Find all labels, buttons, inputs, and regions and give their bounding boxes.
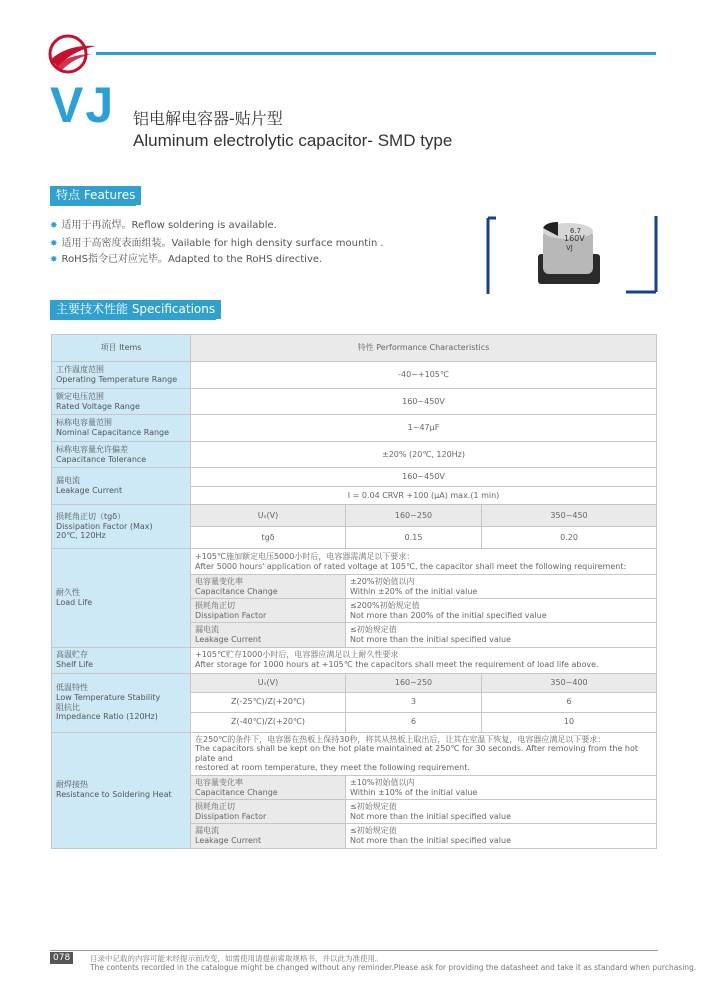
table-row	[52, 362, 657, 389]
value-cell: Uₛ(V)	[191, 673, 346, 692]
value-cell: 10	[482, 712, 657, 732]
value-cell: 160~450V	[191, 389, 657, 415]
item-cell: 电容量变化率 Capacitance Change	[191, 775, 346, 799]
marking-text: 160V	[564, 234, 585, 243]
product-title-cn: 铝电解电容器-贴片型	[133, 109, 283, 128]
product-photo	[486, 216, 658, 294]
footer-note-cn: 目录中记载的内容可能未经提示而改变，如需使用请提前索取规格书，并以此为准使用。	[90, 954, 383, 963]
footer-rule	[50, 950, 658, 951]
header-cell: 特性 Performance Characteristics	[191, 335, 657, 362]
table-row	[52, 673, 657, 692]
value-cell: 6	[482, 692, 657, 712]
value-cell: 在250℃的条件下，电容器在热板上保持30秒，将其从热板上取出后，让其在室温下恢复，电容器应满足以下要求： The capacitors shall be kept on the hot plate maintained at 250℃ for 30 seconds. After removing from the hot plate and restored at room temperature, they meet the following requirement.	[191, 732, 657, 775]
value-cell: 1~47μF	[191, 415, 657, 442]
item-cell: 电容量变化率 Capacitance Change	[191, 575, 346, 599]
value-cell: 350~400	[482, 673, 657, 692]
value-cell: ±10%初始值以内 Within ±10% of the initial value	[346, 775, 657, 799]
item-cell: 高温贮存 Shelf Life	[52, 647, 191, 673]
value-cell: 160~250	[346, 673, 482, 692]
value-cell: I = 0.04 CRVR +100 (μA) max.(1 min)	[191, 487, 657, 505]
item-cell: 耐久性 Load Life	[52, 549, 191, 648]
table-row	[52, 647, 657, 673]
item-cell: 损耗角正切 Dissipation Factor	[191, 800, 346, 824]
value-cell: ≤初始规定值 Not more than the initial specified value	[346, 824, 657, 848]
value-cell: 0.15	[346, 527, 482, 549]
item-cell: 标称电容量范围 Nominal Capacitance Range	[52, 415, 191, 442]
table-row	[52, 468, 657, 487]
header-cell: 项目 Items	[52, 335, 191, 362]
value-cell: 0.20	[482, 527, 657, 549]
value-cell: ±20% (20℃, 120Hz)	[191, 442, 657, 468]
page-number: 078	[50, 952, 73, 964]
specifications-rule	[50, 319, 216, 320]
bullet-icon: ✸	[50, 221, 58, 231]
item-cell: 漏电流 Leakage Current	[191, 824, 346, 848]
item-cell: 损耗角正切 Dissipation Factor	[191, 599, 346, 623]
value-cell: Z(-40℃)/Z(+20℃)	[191, 712, 346, 732]
value-cell: ≤200%初始规定值 Not more than 200% of the initial specified value	[346, 599, 657, 623]
value-cell: Z(-25℃)/Z(+20℃)	[191, 692, 346, 712]
specifications-tag: 主要技术性能 Specifications	[50, 300, 221, 319]
value-cell: ≤初始规定值 Not more than the initial specified value	[346, 800, 657, 824]
item-cell: 工作温度范围 Operating Temperature Range	[52, 362, 191, 389]
table-row	[52, 505, 657, 527]
value-cell: ≤初始规定值 Not more than the initial specified value	[346, 623, 657, 647]
marking-text: 6.7	[570, 227, 582, 235]
bullet-icon: ✸	[50, 255, 58, 265]
value-cell: 6	[346, 712, 482, 732]
value-cell: 160~450V	[191, 468, 657, 487]
table-row	[52, 732, 657, 775]
header-rule	[96, 52, 656, 55]
item-cell: 额定电压范围 Rated Voltage Range	[52, 389, 191, 415]
table-row	[52, 389, 657, 415]
feature-item: ✸ 适用于高密度表面组装。Vailable for high density surface mountin .	[50, 238, 384, 249]
table-row	[52, 442, 657, 468]
value-cell: 350~450	[482, 505, 657, 527]
item-cell: 低温特性 Low Temperature Stability 阻抗比 Impedance Ratio (120Hz)	[52, 673, 191, 732]
value-cell: ±20%初始值以内 Within ±20% of the initial value	[346, 575, 657, 599]
features-tag: 特点 Features	[50, 186, 141, 205]
company-logo-icon	[44, 30, 98, 76]
bullet-icon: ✸	[50, 239, 58, 249]
value-cell: 160~250	[346, 505, 482, 527]
feature-item: ✸ RoHS指令已对应完毕。Adapted to the RoHS directive.	[50, 254, 323, 265]
series-title: VJ	[50, 77, 116, 133]
item-cell: 损耗角正切（tgδ） Dissipation Factor (Max) 20℃, 120Hz	[52, 505, 191, 549]
value-cell: +105℃施加额定电压5000小时后，电容器需满足以下要求： After 5000 hours' application of rated voltage at 105℃, the capacitor shall meet the following requirement:	[191, 549, 657, 575]
product-title-en: Aluminum electrolytic capacitor- SMD type	[133, 131, 453, 150]
item-cell: 漏电流 Leakage Current	[191, 623, 346, 647]
table-row	[52, 415, 657, 442]
specifications-table	[51, 334, 657, 849]
value-cell: +105℃贮存1000小时后，电容器应满足以上耐久性要求 After storage for 1000 hours at +105℃ the capacitors shall meet the requirement of load life above.	[191, 647, 657, 673]
features-rule	[50, 205, 136, 206]
value-cell: -40~+105℃	[191, 362, 657, 389]
table-row	[52, 549, 657, 575]
marking-text: VJ	[566, 244, 573, 252]
table-row	[52, 335, 657, 362]
value-cell: 3	[346, 692, 482, 712]
value-cell: Uₛ(V)	[191, 505, 346, 527]
item-cell: 漏电流 Leakage Current	[52, 468, 191, 505]
item-cell: 耐焊接热 Resistance to Soldering Heat	[52, 732, 191, 848]
feature-item: ✸ 适用于再流焊。Reflow soldering is available.	[50, 220, 277, 231]
item-cell: 标称电容量允许偏差 Capacitance Tolerance	[52, 442, 191, 468]
footer-note-en: The contents recorded in the catalogue might be changed without any reminder.Please ask for providing the datasheet and take it as standard when purchasing.	[90, 963, 697, 972]
value-cell: tgδ	[191, 527, 346, 549]
